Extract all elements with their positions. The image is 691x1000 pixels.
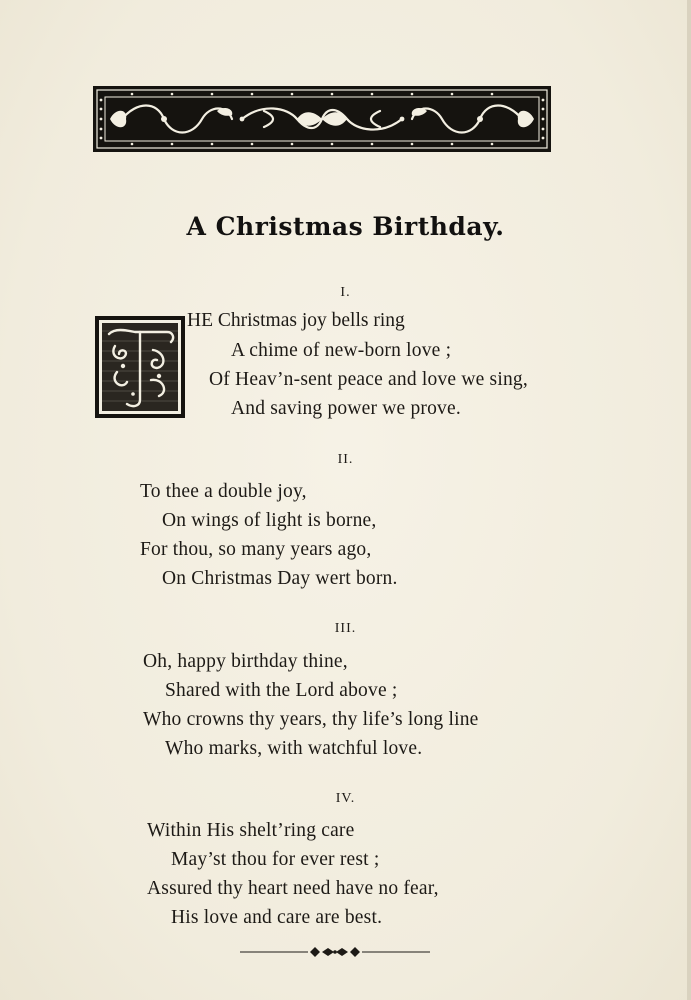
stanza-3-line-3: Who crowns thy years, thy life’s long line	[143, 709, 479, 730]
stanza-4-line-2: May’st thou for ever rest ;	[171, 849, 380, 870]
stanza-1-line-1: HE Christmas joy bells ring	[187, 310, 405, 331]
stanza-numeral-1: I.	[340, 285, 351, 300]
stanza-2-line-1: To thee a double joy,	[140, 481, 307, 502]
stanza-1-line-2: A chime of new-born love ;	[231, 340, 452, 361]
drop-cap-initial	[95, 316, 185, 418]
stanza-3-line-2: Shared with the Lord above ;	[165, 680, 398, 701]
ornamental-tailpiece	[240, 944, 430, 960]
stanza-4-line-1: Within His shelt’ring care	[147, 820, 355, 841]
page-edge	[687, 0, 691, 1000]
stanza-3-line-1: Oh, happy birthday thine,	[143, 651, 348, 672]
stanza-2-line-4: On Christmas Day wert born.	[162, 568, 398, 589]
stanza-2-line-3: For thou, so many years ago,	[140, 539, 372, 560]
stanza-1-line-4: And saving power we prove.	[231, 398, 461, 419]
stanza-3-line-4: Who marks, with watchful love.	[165, 738, 423, 759]
poem-title: A Christmas Birthday.	[186, 212, 505, 241]
stanza-numeral-4: IV.	[335, 791, 356, 806]
stanza-4-line-3: Assured thy heart need have no fear,	[147, 878, 439, 899]
stanza-1-line-3: Of Heav’n-sent peace and love we sing,	[209, 369, 528, 390]
stanza-2-line-2: On wings of light is borne,	[162, 510, 377, 531]
stanza-4-line-4: His love and care are best.	[171, 907, 383, 928]
stanza-numeral-3: III.	[334, 621, 357, 636]
ornamental-headpiece	[92, 85, 552, 153]
stanza-numeral-2: II.	[337, 452, 354, 467]
